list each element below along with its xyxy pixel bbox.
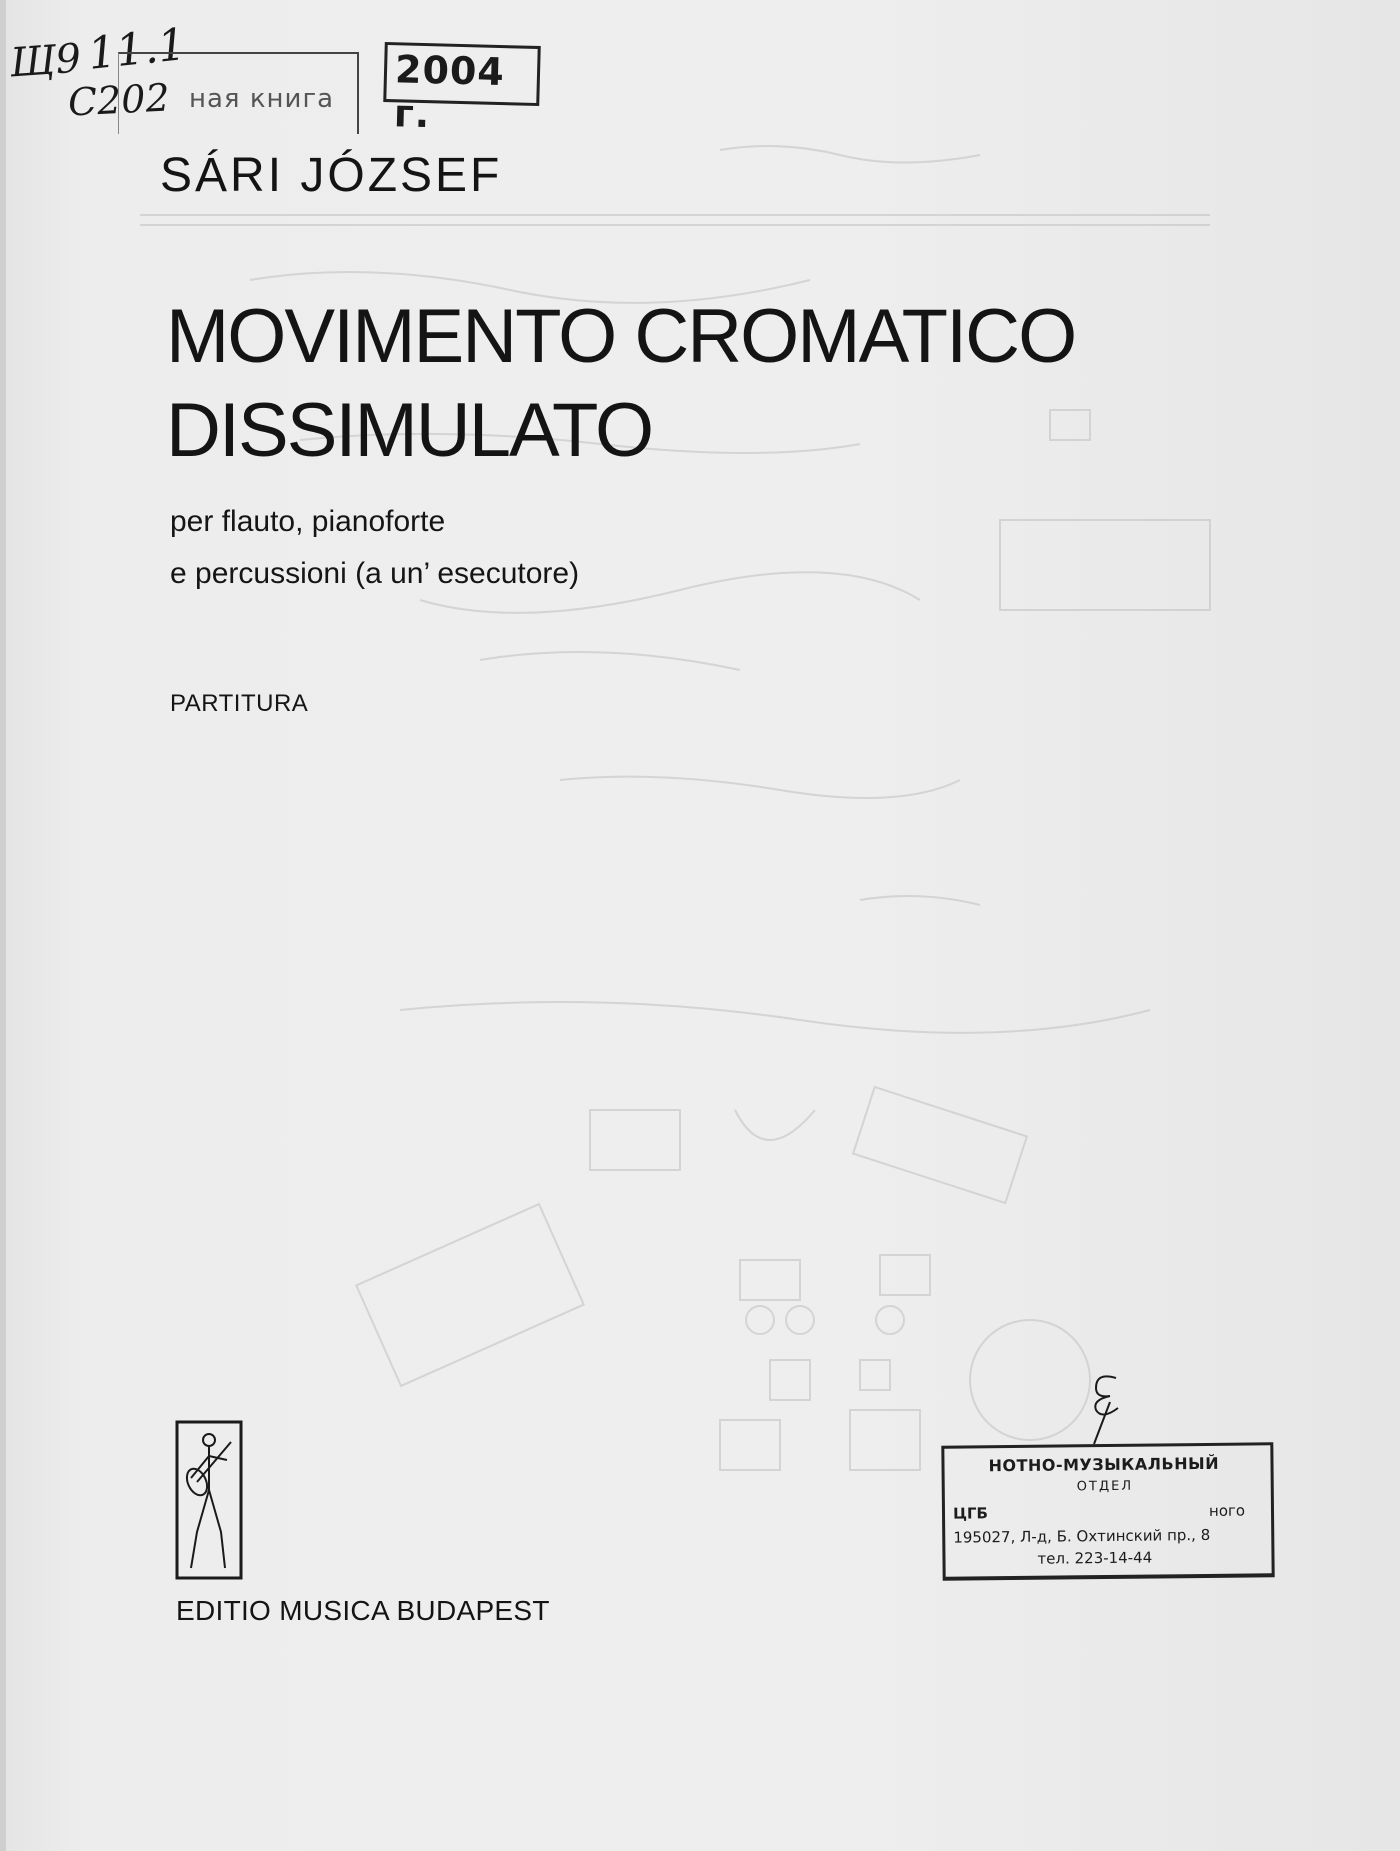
work-title-line-1: MOVIMENTO CROMATICO	[166, 294, 1076, 379]
instrumentation-line-2: e percussioni (a un’ esecutore)	[170, 557, 580, 590]
book-type-stamp	[118, 52, 359, 134]
stamp-org: ЦГБ	[952, 1504, 989, 1523]
year-stamp	[383, 42, 541, 137]
publisher-logo	[175, 1420, 243, 1580]
publisher-name: EDITIO MUSICA BUDAPEST	[176, 1595, 550, 1626]
library-department-stamp	[941, 1442, 1274, 1580]
handwritten-code-left: Щ9	[8, 35, 83, 87]
instrumentation	[170, 496, 579, 600]
stamp-phone: тел. 223-14-44	[1037, 1548, 1153, 1568]
handwritten-code-bottom: С202	[66, 75, 171, 125]
stamp-org-tail: ного	[1208, 1501, 1246, 1520]
work-title-line-2: DISSIMULATO	[166, 388, 653, 473]
score-type: PARTITURA	[170, 690, 309, 717]
book-type-stamp-text: ная книга	[189, 84, 335, 114]
handwritten-code-top: 11.1	[85, 19, 189, 80]
work-title	[166, 290, 1075, 478]
stamp-department-2: ОТДЕЛ	[1076, 1478, 1134, 1495]
year-stamp-text: 2004 г.	[393, 47, 506, 137]
stamp-department: НОТНО-МУЗЫКАЛЬНЫЙ	[988, 1453, 1220, 1476]
composer-name: SÁRI JÓZSEF	[160, 149, 503, 202]
stamp-address: 195027, Л-д, Б. Охтинский пр., 8	[953, 1525, 1211, 1547]
instrumentation-line-1: per flauto, pianoforte	[170, 505, 446, 538]
handwritten-signature	[1086, 1372, 1132, 1448]
page-edge-shadow	[0, 0, 6, 1851]
